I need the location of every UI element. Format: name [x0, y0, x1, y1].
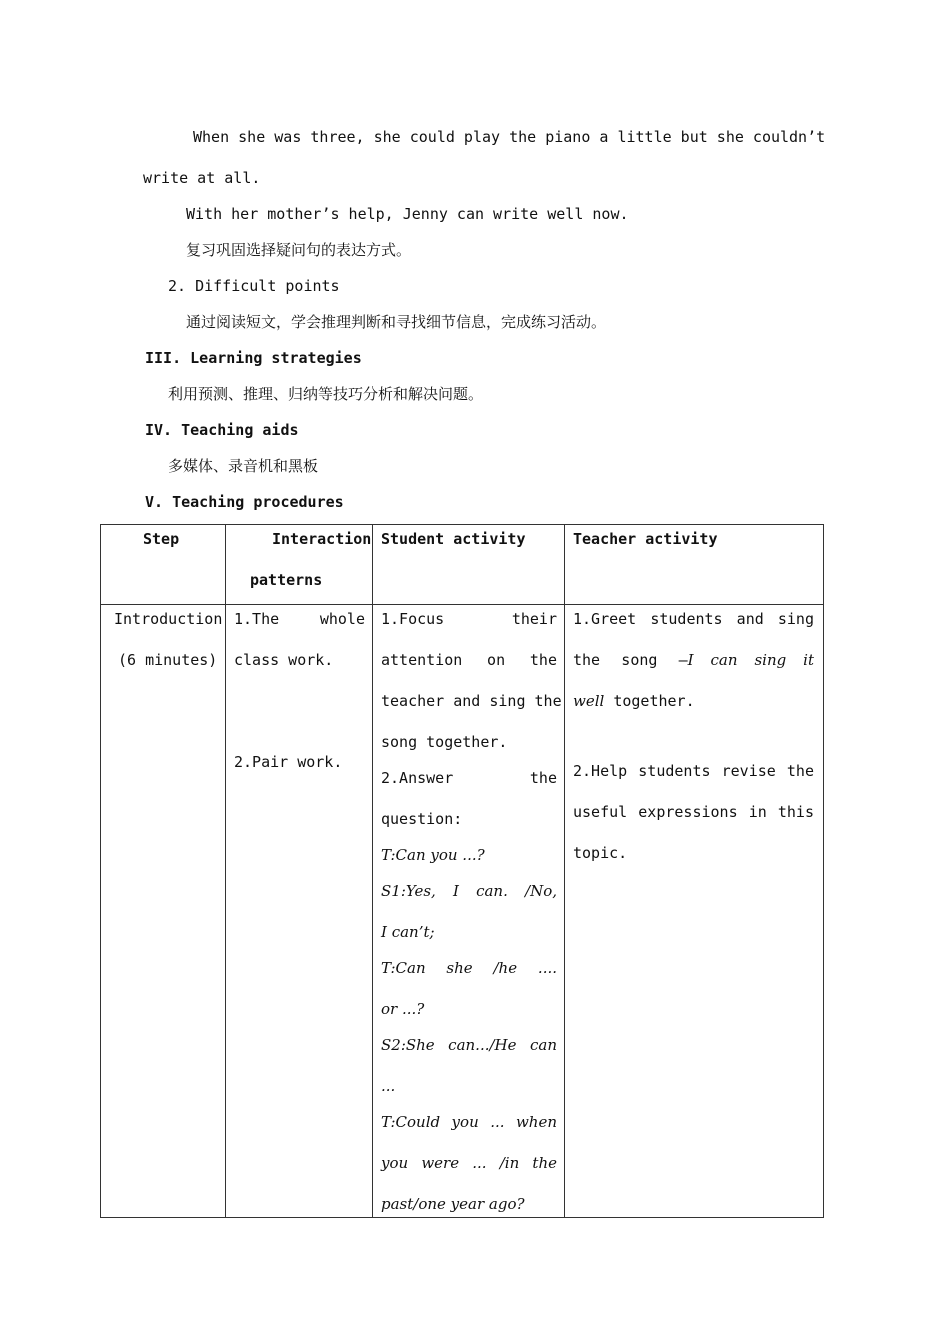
teacher-line-2	[573, 650, 814, 670]
pattern-1-line-2: class work.	[234, 651, 334, 669]
teaching-procedures-table	[100, 524, 824, 1218]
student-activity-cell	[373, 605, 565, 1218]
student-line-11: or ...?	[381, 1000, 425, 1018]
section-heading-teaching-procedures: V. Teaching procedures	[145, 493, 344, 511]
step-duration: (6 minutes)	[118, 651, 218, 669]
teacher-activity-cell	[565, 605, 824, 1218]
teaching-aids-text: 多媒体、录音机和黑板	[168, 457, 319, 475]
student-line-10: T:Can she /he ....	[381, 959, 557, 977]
table-header-row	[101, 525, 824, 605]
teacher-line-3	[573, 691, 695, 711]
student-line-8: S1:Yes, I can. /No,	[381, 882, 557, 900]
step-name: Introduction	[114, 610, 223, 628]
header-teacher-activity: Teacher activity	[573, 530, 718, 548]
student-line-12: S2:She can.../He can	[381, 1036, 557, 1054]
header-student-cell	[373, 525, 565, 605]
student-line-5: 2.Answer the	[381, 769, 557, 787]
student-line-14: T:Could you ... when	[381, 1113, 557, 1131]
step-cell	[101, 605, 226, 1218]
student-line-16: past/one year ago?	[381, 1195, 525, 1213]
student-line-7: T:Can you ...?	[381, 846, 485, 864]
difficult-points-text: 通过阅读短文，学会推理判断和寻找细节信息，完成练习活动。	[186, 313, 607, 331]
song-title-part-1: I can sing it	[687, 651, 814, 669]
section-heading-learning-strategies: III. Learning strategies	[145, 349, 362, 367]
intro-sentence-2: With her mother’s help, Jenny can write well now.	[186, 205, 629, 223]
learning-strategies-text: 利用预测、推理、归纳等技巧分析和解决问题。	[168, 385, 484, 403]
student-line-2: attention on the	[381, 651, 557, 669]
intro-chinese-note: 复习巩固选择疑问句的表达方式。	[186, 241, 412, 259]
student-line-15: you were ... /in the	[381, 1154, 557, 1172]
student-line-1: 1.Focus their	[381, 610, 557, 628]
song-outro-text: together.	[604, 692, 695, 710]
teacher-line-5: useful expressions in this	[573, 803, 814, 821]
intro-sentence-line-2: write at all.	[143, 169, 261, 187]
header-interaction-cell	[226, 525, 373, 605]
pattern-2: 2.Pair work.	[234, 753, 343, 771]
teacher-line-1: 1.Greet students and sing	[573, 610, 814, 628]
header-student-activity: Student activity	[381, 530, 526, 548]
header-teacher-cell	[565, 525, 824, 605]
student-line-4: song together.	[381, 733, 508, 751]
pattern-1-line-1: 1.The whole	[234, 610, 365, 628]
student-line-3: teacher and sing the	[381, 692, 562, 710]
section-heading-teaching-aids: IV. Teaching aids	[145, 421, 299, 439]
song-intro-text: the song —	[573, 651, 688, 669]
student-line-13: ...	[381, 1077, 396, 1095]
student-line-6: question:	[381, 810, 463, 828]
header-interaction-line-2: patterns	[250, 571, 323, 589]
table-row	[101, 605, 824, 1218]
student-line-9: I can’t;	[381, 923, 435, 941]
difficult-points-heading: 2. Difficult points	[168, 277, 340, 295]
header-interaction-line-1: Interaction	[272, 530, 372, 548]
pattern-cell	[226, 605, 373, 1218]
header-step-cell	[101, 525, 226, 605]
teacher-line-4: 2.Help students revise the	[573, 762, 814, 780]
intro-sentence-line-1: When she was three, she could play the piano a little but she couldn’t	[193, 128, 826, 146]
teacher-line-6: topic.	[573, 844, 628, 862]
song-title-part-2: well	[573, 692, 605, 710]
header-step: Step	[143, 530, 180, 548]
